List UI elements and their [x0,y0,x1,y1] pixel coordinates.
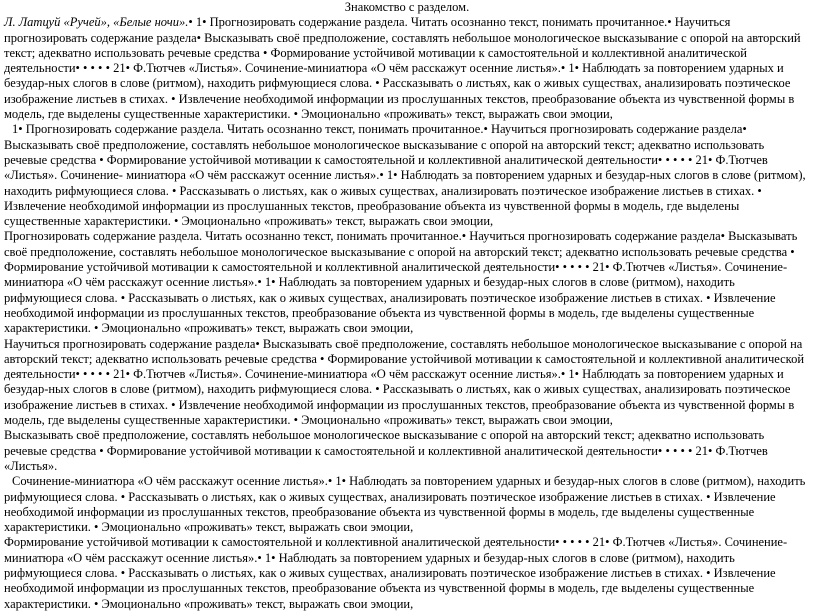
document-title: Знакомство с разделом. [344,0,470,14]
paragraph-6: Сочинение-миниатюра «О чём расскажут осенние листья».• 1• Наблюдать за повторением ударных и безудар-ных слогов в слове (ритмом), находить рифмующиеся слова. • Рассказывать о листьях, как о живых существах, анализировать поэтическое изображение листьев в стихах. • Извлечение необходимой информации из прослушанных текстов, преобразование объекта из чувственной формы в модель, где выделены существенные характеристики. • Эмоционально «проживать» текст, выражать свои эмоции, [4,474,806,535]
paragraph-3: Прогнозировать содержание раздела. Читать осознанно текст, понимать прочитанное.• Научиться прогнозировать содержание раздела• Высказывать своё предположение, составлять небольшое монологическое высказывание с опорой на авторский текст; адекватно использовать речевые средства • Формирование устойчивой мотивации к самостоятельной и коллективной аналитической деятельности• • • • • 21• Ф.Тютчев «Листья». Сочинение-миниатюра «О чём расскажут осенние листья».• 1• Наблюдать за повторением ударных и безудар-ных слогов в слове (ритмом), находить рифмующиеся слова. • Рассказывать о листьях, как о живых существах, анализировать поэтическое изображение листьев в стихах. • Извлечение необходимой информации из прослушанных текстов, преобразование объекта из чувственной формы в модель, где выделены существенные характеристики. • Эмоционально «проживать» текст, выражать свои эмоции, [4,229,798,336]
paragraph-1 [4,15,810,122]
paragraph-4: Научиться прогнозировать содержание раздела• Высказывать своё предположение, составлять небольшое монологическое высказывание с опорой на авторский текст; адекватно использовать речевые средства • Формирование устойчивой мотивации к самостоятельной и коллективной аналитической деятельности• • • • • 21• Ф.Тютчев «Листья». Сочинение-миниатюра «О чём расскажут осенние листья».• 1• Наблюдать за повторением ударных и безудар-ных слогов в слове (ритмом), находить рифмующиеся слова. • Рассказывать о листьях, как о живых существах, анализировать поэтическое изображение листьев в стихах. • Извлечение необходимой информации из прослушанных текстов, преобразование объекта из чувственной формы в модель, где выделены существенные характеристики. • Эмоционально «проживать» текст, выражать свои эмоции, [4,336,805,428]
paragraph-2: 1• Прогнозировать содержание раздела. Читать осознанно текст, понимать прочитанное.• Научиться прогнозировать содержание раздела• Высказывать своё предположение, составлять небольшое монологическое высказывание с опорой на авторский текст; адекватно использовать речевые средства • Формирование устойчивой мотивации к самостоятельной и коллективной аналитической деятельности• • • • • 21• Ф.Тютчев «Листья». Сочинение- миниатюра «О чём расскажут осенние листья».• 1• Наблюдать за повторением ударных и безудар-ных слогов в слове (ритмом), находить рифмующиеся слова. • Рассказывать о листьях, как о живых существах, анализировать поэтическое изображение листьев в стихах. • Извлечение необходимой информации из прослушанных текстов, преобразование объекта из чувственной формы в модель, где выделены существенные характеристики. • Эмоционально «проживать» текст, выражать свои эмоции, [4,122,806,229]
paragraph-7: Формирование устойчивой мотивации к самостоятельной и коллективной аналитической деятельности• • • • • 21• Ф.Тютчев «Листья». Сочинение- миниатюра «О чём расскажут осенние листья».• 1• Наблюдать за повторением ударных и безудар-ных слогов в слове (ритмом), находить рифмующиеся слова. • Рассказывать о листьях, как о живых существах, анализировать поэтическое изображение листьев в стихах. • Извлечение необходимой информации из прослушанных текстов, преобразование объекта из чувственной формы в модель, где выделены существенные характеристики. • Эмоционально «проживать» текст, выражать свои эмоции, [4,535,788,611]
paragraph-1-text: • 1• Прогнозировать содержание раздела. Читать осознанно текст, понимать прочитанное.• Научиться прогнозировать содержание раздела• Высказывать своё предположение, составлять небольшое монологическое высказывание с опорой на авторский текст; адекватно использовать речевые средства • Формирование устойчивой мотивации к самостоятельной и коллективной аналитической деятельности• • • • • 21• Ф.Тютчев «Листья». Сочинение-миниатюра «О чём расскажут осенние листья».• 1• Наблюдать за повторением ударных и безудар-ных слогов в слове (ритмом), находить рифмующиеся слова. • Рассказывать о листьях, как о живых существах, анализировать поэтическое изображение листьев в стихах. • Извлечение необходимой информации из прослушанных текстов, преобразование объекта из чувственной формы в модель, где выделены существенные характеристики. • Эмоционально «проживать» текст, выражать свои эмоции, [4,15,801,122]
paragraph-5: Высказывать своё предположение, составлять небольшое монологическое высказывание с опорой на авторский текст; адекватно использовать речевые средства • Формирование устойчивой мотивации к самостоятельной и коллективной аналитической деятельности• • • • • 21• Ф.Тютчев «Листья». [4,428,768,473]
document-page [4,0,810,612]
author-line: Л. Латцуй «Ручей», «Белые ночи». [4,15,189,30]
